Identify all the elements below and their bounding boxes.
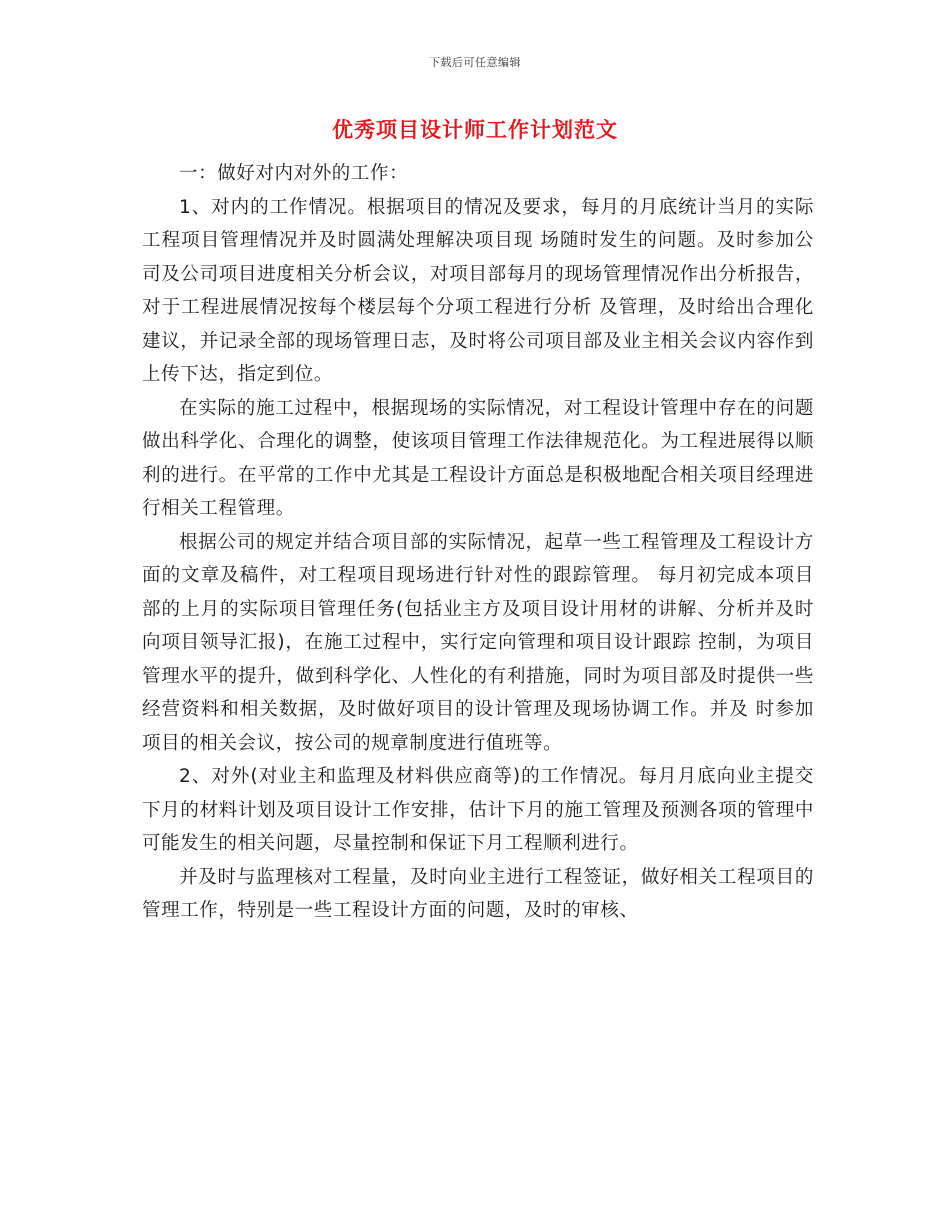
document-title: 优秀项目设计师工作计划范文 <box>332 118 618 142</box>
header-note: 下载后可任意编辑 <box>429 56 521 69</box>
paragraph: 并及时与监理核对工程量，及时向业主进行工程签证，做好相关工程项目的管理工作，特别是一些工程设计方面的问题，及时的审核、 <box>142 866 814 921</box>
document-body <box>142 157 814 928</box>
paragraph: 在实际的施工过程中，根据现场的实际情况，对工程设计管理中存在的问题做出科学化、合理化的调整，使该项目管理工作法律规范化。为工程进展得以顺利的进行。在平常的工作中尤其是工程设计方面总是积极地配合相关项目经理进行相关工程管理。 <box>142 397 814 519</box>
section-heading: 一：做好对内对外的工作： <box>179 163 409 184</box>
paragraph: 1、对内的工作情况。根据项目的情况及要求，每月的月底统计当月的实际工程项目管理情况并及时圆满处理解决项目现 场随时发生的问题。及时参加公司及公司项目进度相关分析会议，对项目部每月的现场管理情况作出分析报告，对于工程进展情况按每个楼层每个分项工程进行分析 及管理，及时给出合理化建议，并记录全部的现场管理日志，及时将公司项目部及业主相关会议内容作到上传下达，指定到位。 <box>142 196 814 385</box>
paragraph: 根据公司的规定并结合项目部的实际情况，起草一些工程管理及工程设计方面的文章及稿件，对工程项目现场进行针对性的跟踪管理。 每月初完成本项目部的上月的实际项目管理任务(包括业主方及项目设计用材的讲解、分析并及时向项目领导汇报)，在施工过程中，实行定向管理和项目设计跟踪 控制，为项目管理水平的提升，做到科学化、人性化的有利措施，同时为项目部及时提供一些经营资料和相关数据，及时做好项目的设计管理及现场协调工作。并及 时参加项目的相关会议，按公司的规章制度进行值班等。 <box>142 531 814 754</box>
paragraph: 2、对外(对业主和监理及材料供应商等)的工作情况。每月月底向业主提交下月的材料计划及项目设计工作安排，估计下月的施工管理及预测各项的管理中可能发生的相关问题，尽量控制和保证下月工程顺利进行。 <box>142 766 814 854</box>
